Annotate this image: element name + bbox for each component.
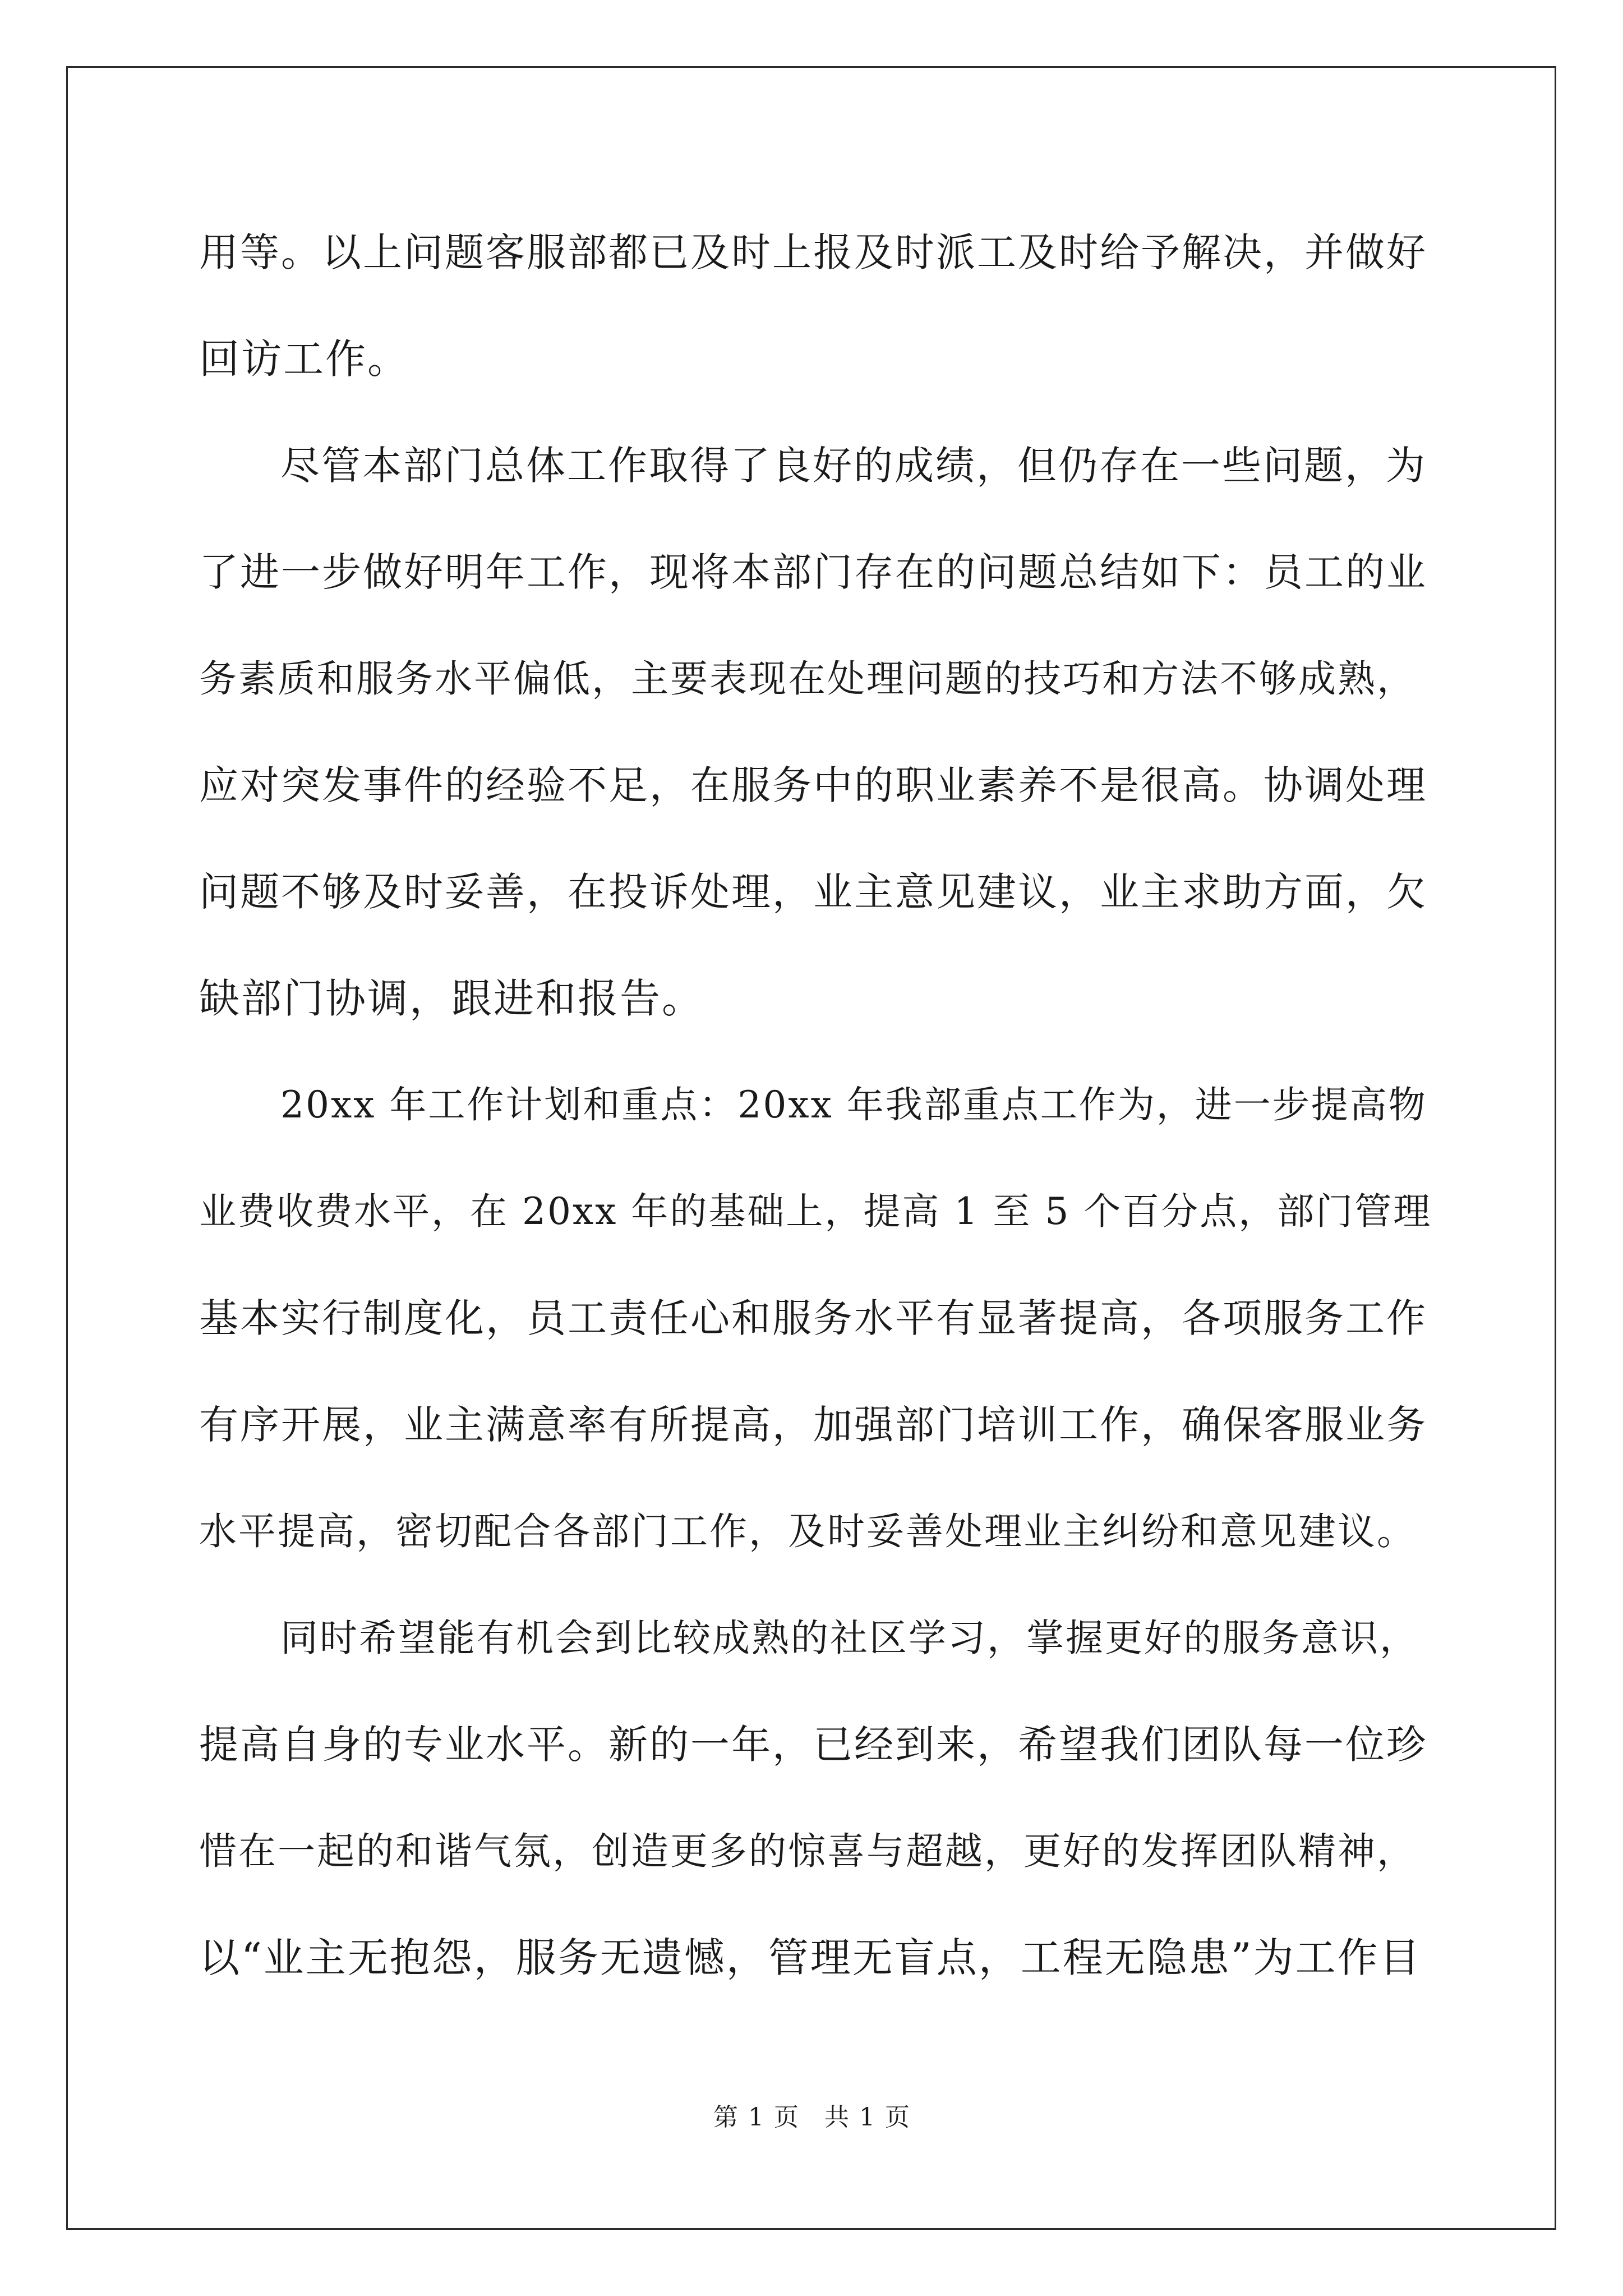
- text-line: 同时希望能有机会到比较成熟的社区学习，掌握更好的服务意识，: [280, 1616, 1419, 1660]
- text-line: 业费收费水平，在 20xx 年的基础上，提高 1 至 5 个百分点，部门管理: [199, 1190, 1432, 1233]
- page-number: 第 1 页: [713, 2103, 799, 2132]
- text-line: 用等。以上问题客服部都已及时上报及时派工及时给予解决，并做好: [199, 229, 1427, 275]
- page-footer: [0, 2101, 1623, 2134]
- text-line: 有序开展，业主满意率有所提高，加强部门培训工作，确保客服业务: [199, 1402, 1427, 1448]
- document-body: [199, 218, 1433, 2030]
- text-line: 缺部门协调，跟进和报告。: [199, 975, 704, 1022]
- text-line: 以“业主无抱怨，服务无遗憾，管理无盲点，工程无隐患”为工作目: [199, 1934, 1422, 1981]
- text-line: 尽管本部门总体工作取得了良好的成绩，但仍存在一些问题，为: [280, 443, 1427, 489]
- text-line: 应对突发事件的经验不足，在服务中的职业素养不是很高。协调处理: [199, 762, 1427, 808]
- text-line: 回访工作。: [199, 335, 410, 383]
- text-line: 基本实行制度化，员工责任心和服务水平有显著提高，各项服务工作: [199, 1295, 1427, 1341]
- text-line: 问题不够及时妥善，在投诉处理，业主意见建议，业主求助方面，欠: [199, 869, 1427, 915]
- page-total: 共 1 页: [824, 2103, 910, 2132]
- text-line: 20xx 年工作计划和重点：20xx 年我部重点工作为，进一步提高物: [280, 1083, 1427, 1126]
- text-line: 水平提高，密切配合各部门工作，及时妥善处理业主纠纷和意见建议。: [199, 1510, 1416, 1553]
- text-line: 提高自身的专业水平。新的一年，已经到来，希望我们团队每一位珍: [199, 1722, 1427, 1768]
- text-line: 惜在一起的和谐气氛，创造更多的惊喜与超越，更好的发挥团队精神，: [199, 1829, 1416, 1873]
- text-line: 务素质和服务水平偏低，主要表现在处理问题的技巧和方法不够成熟，: [199, 657, 1416, 701]
- text-line: 了进一步做好明年工作，现将本部门存在的问题总结如下：员工的业: [199, 549, 1427, 595]
